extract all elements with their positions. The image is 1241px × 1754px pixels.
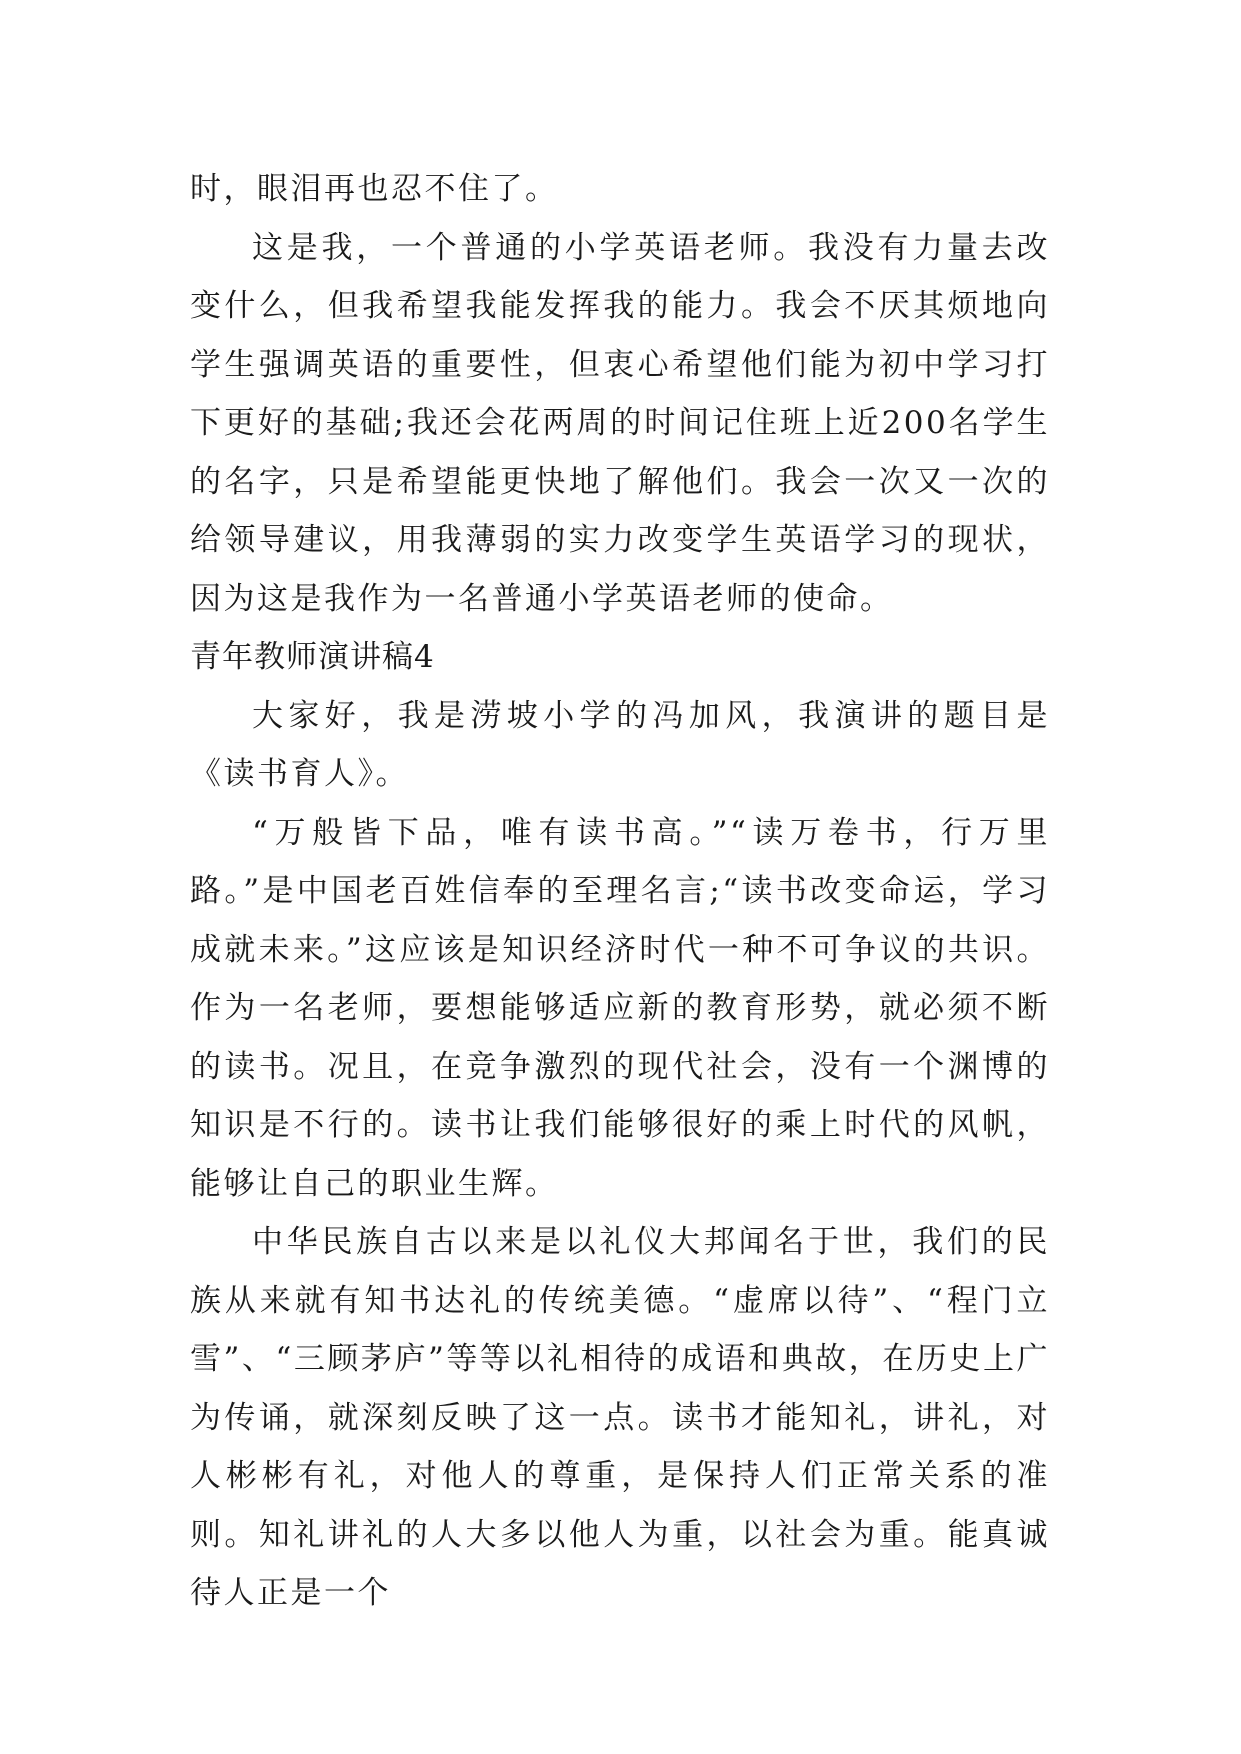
document-body [190, 160, 1050, 1623]
paragraph-etiquette: 中华民族自古以来是以礼仪大邦闻名于世，我们的民族从来就有知书达礼的传统美德。“虚席以待”、“程门立雪”、“三顾茅庐”等等以礼相待的成语和典故，在历史上广为传诵，就深刻反映了这一点。读书才能知礼，讲礼，对人彬彬有礼，对他人的尊重，是保持人们正常关系的准则。知礼讲礼的人大多以他人为重，以社会为重。能真诚待人正是一个 [190, 1224, 1050, 1611]
paragraph-reading-quotes: “万般皆下品，唯有读书高。”“读万卷书，行万里路。”是中国老百姓信奉的至理名言;“读书改变命运，学习成就未来。”这应该是知识经济时代一种不可争议的共识。作为一名老师，要想能够适应新的教育形势，就必须不断的读书。况且，在竞争激烈的现代社会，没有一个渊博的知识是不行的。读书让我们能够很好的乘上时代的风帆，能够让自己的职业生辉。 [190, 814, 1050, 1202]
paragraph-english-teacher: 这是我，一个普通的小学英语老师。我没有力量去改变什么，但我希望我能发挥我的能力。我会不厌其烦地向学生强调英语的重要性，但衷心希望他们能为初中学习打下更好的基础;我还会花两周的时间记住班上近200名学生的名字，只是希望能更快地了解他们。我会一次又一次的给领导建议，用我薄弱的实力改变学生英语学习的现状，因为这是我作为一名普通小学英语老师的使命。 [190, 229, 1050, 617]
paragraph-continuation: 时，眼泪再也忍不住了。 [190, 171, 559, 207]
section-heading: 青年教师演讲稿4 [190, 639, 435, 675]
paragraph-greeting: 大家好，我是涝坡小学的冯加风，我演讲的题目是《读书育人》。 [190, 697, 1050, 792]
